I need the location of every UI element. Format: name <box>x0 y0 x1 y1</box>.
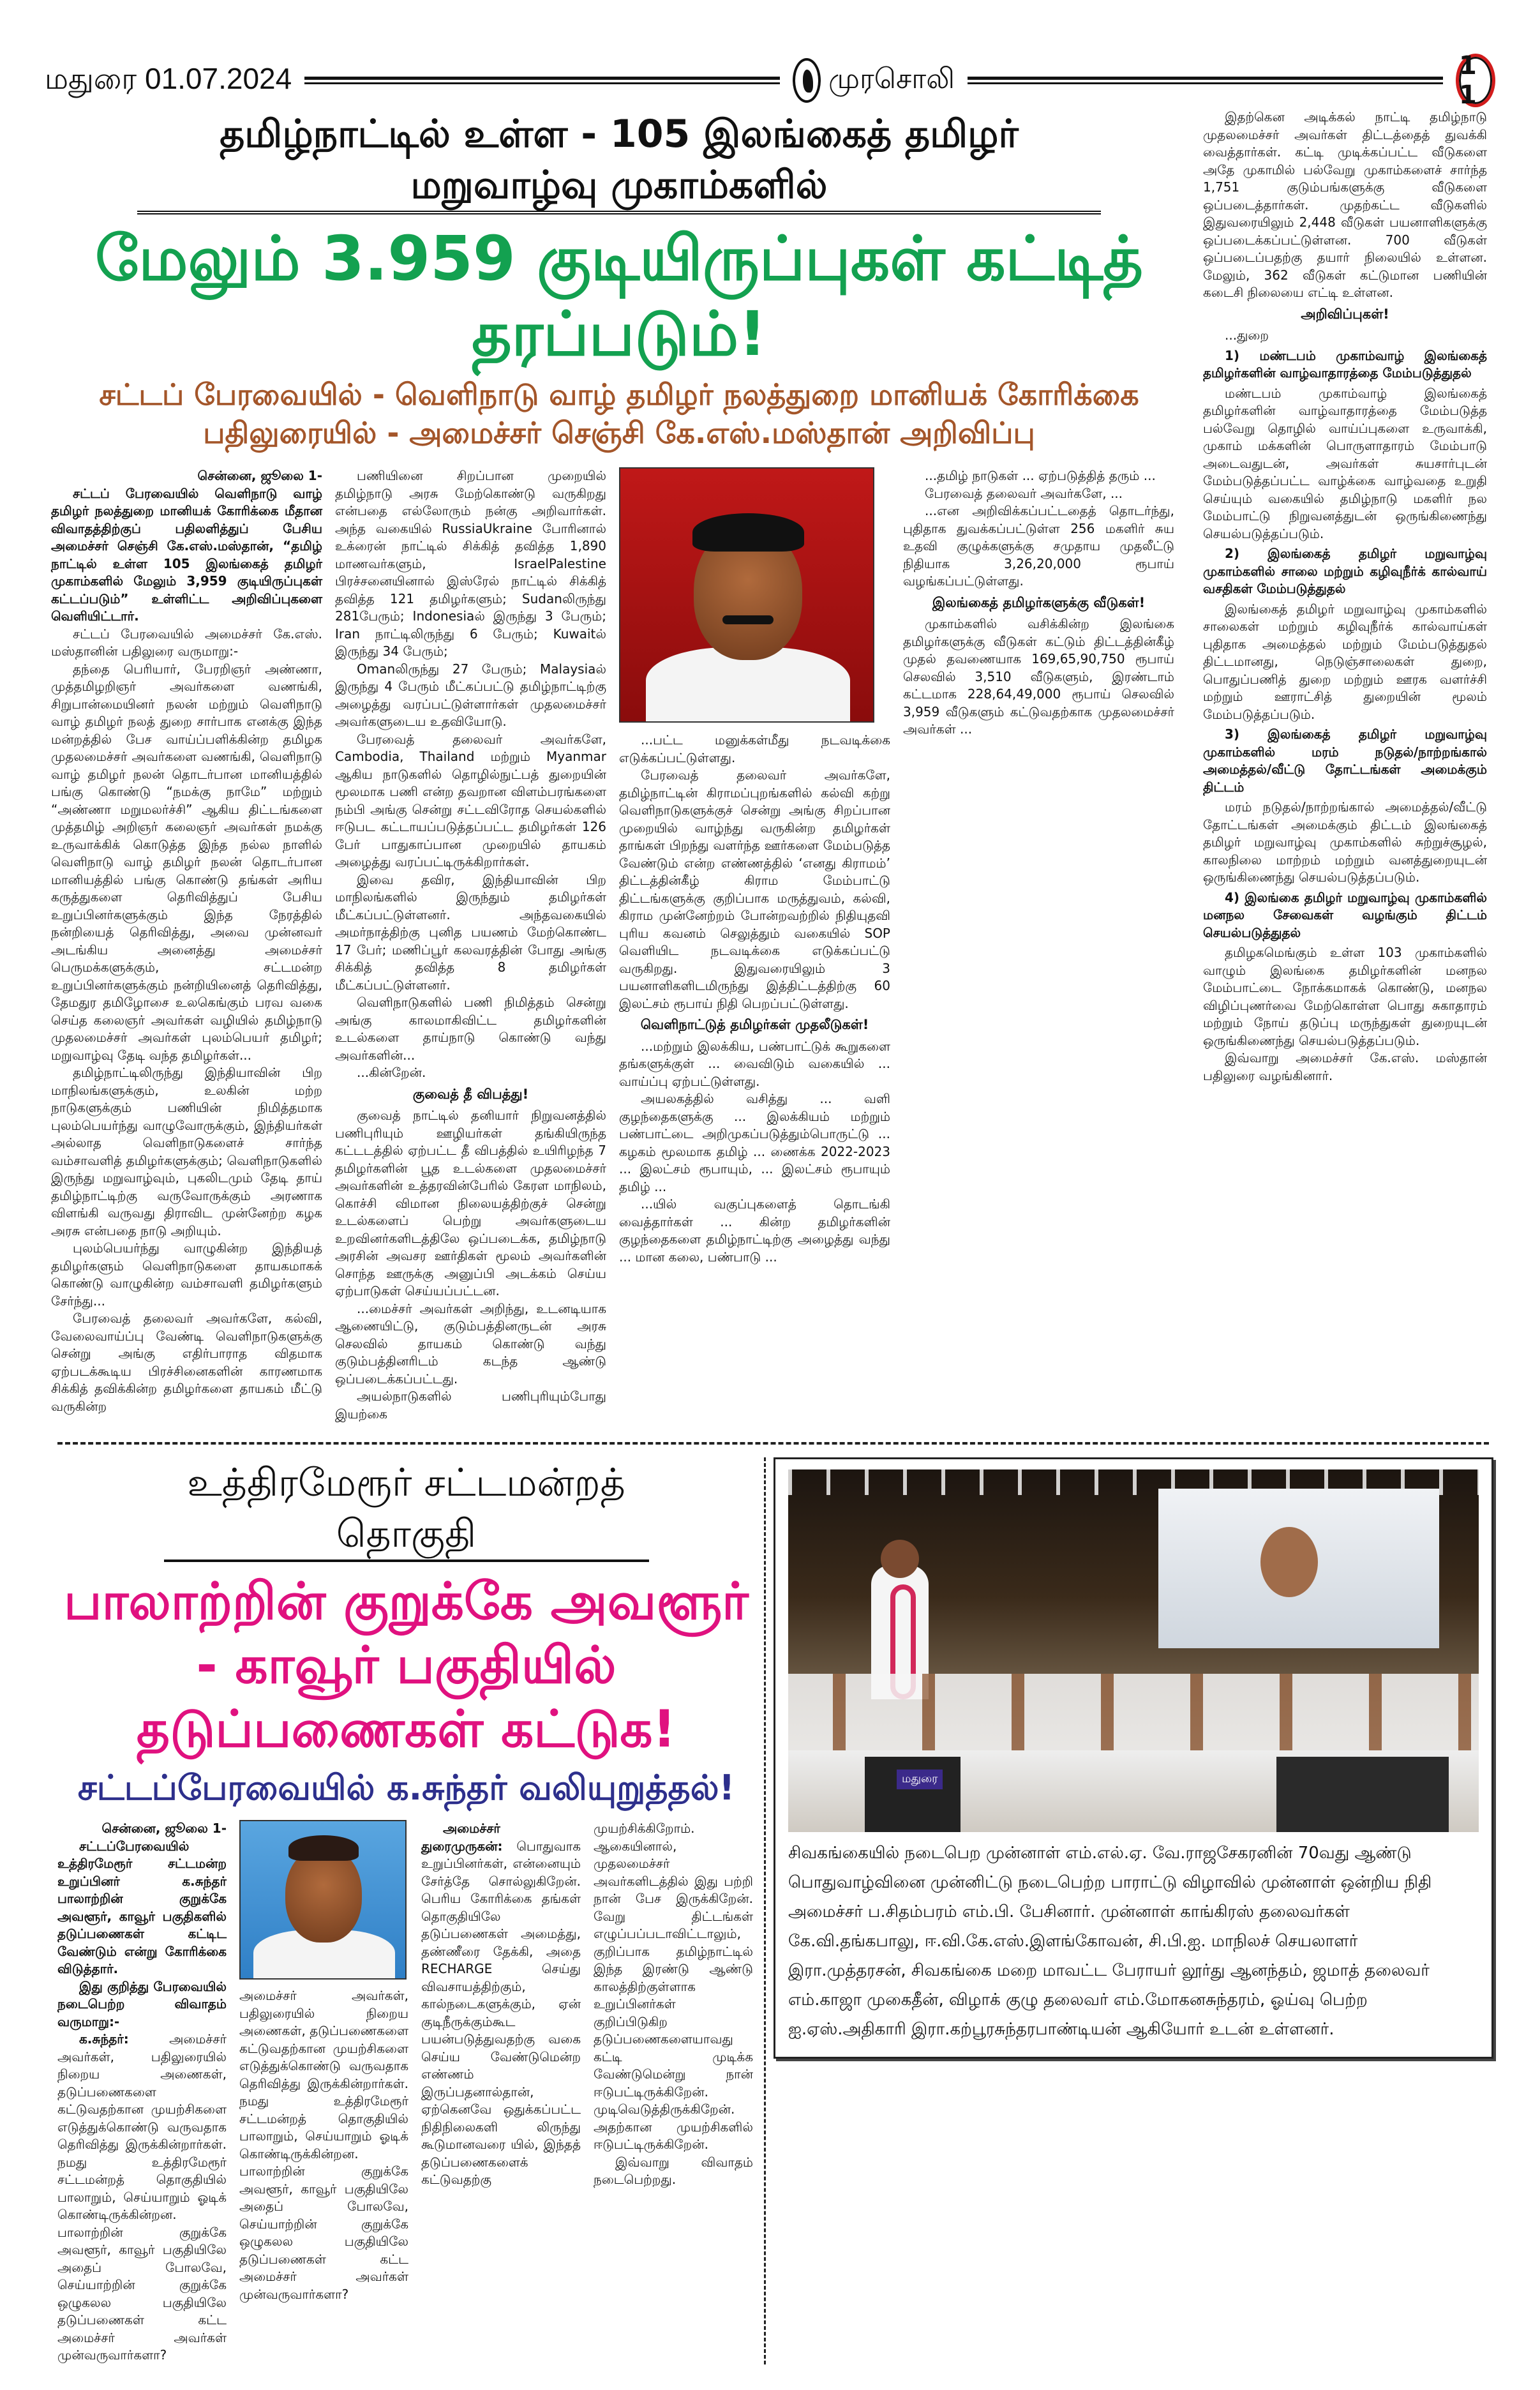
section-subhead: இலங்கைத் தமிழர்களுக்கு வீடுகள்! <box>932 594 1146 610</box>
paragraph: சட்டப் பேரவையில் அமைச்சர் கே.எஸ். மஸ்தானின் பதிலுரை வருமாறு:- <box>51 626 322 659</box>
speech-continued: அமைச்சர் அவர்கள், பதிலுரையில் நிறைய அணைகள், தடுப்பணைகளை கட்டுவதற்கான முயற்சிகளை எடுத்துக்கொண்டு வருவதாக தெரிவித்து இருக்கின்றார்கள். நமது உத்திரமேரூர் சட்டமன்றத் தொகுதியில் பாலாறும், செய்யாறும் ஓடிக் கொண்டிருக்கின்றன. பாலாற்றின் குறுக்கே அவளூர், காவூர் பகுதியிலே அதைப் போலவே, செய்யாற்றின் குறுக்கே ஒழுகலல பகுதியிலே தடுப்பணைகள் கட்ட அமைச்சர் அவர்கள் முன்வருவார்களா? <box>239 1988 408 2302</box>
paragraph: ...மற்றும் இலக்கிய, பண்பாட்டுக் கூறுகளை தங்களுக்குள் ... வைவிடும் வகையில் ... வாய்ப்பு ஏற்பட்டுள்ளது. <box>619 1038 890 1089</box>
paragraph: அயலகத்தில் வசித்து ... வளி குழந்தைகளுக்கு ... இலக்கியம் மற்றும் பண்பாட்டை அறிமுகப்படுத்தும்பொருட்டு ... கழகம் மூலமாக தமிழ் ... ணைக்க 2022-2023 ... இலட்சம் ரூபாயும், ... இலட்சம் ரூபாயும் தமிழ் ... <box>619 1091 890 1194</box>
announcement-body: தமிழகமெங்கும் உள்ள 103 முகாம்களில் வாழும் இலங்கை தமிழர்களின் மனநல மேம்பாட்டை நோக்கமாகக் கொண்டு, மனநல விழிப்புணர்வை மேற்கொள்ள பொது சுகாதாரம் மற்றும் நோய் தடுப்பு மருந்துகள் துறையுடன் ஒருங்கிணைந்து செயல்படுத்தப்படும். <box>1203 945 1487 1048</box>
section-subhead: வெளிநாட்டுத் தமிழர்கள் முதலீடுகள்! <box>640 1017 869 1032</box>
lead-subheadline: சட்டப் பேரவையில் - வெளிநாடு வாழ் தமிழர் நலத்துறை மானியக் கோரிக்கை பதிலுரையில் - அமைச்சர் செஞ்சி கே.எஸ்.மஸ்தான் அறிவிப்பு <box>99 377 1139 450</box>
announcement-title: 2) இலங்கைத் தமிழர் மறுவாழ்வு முகாம்களில் சாலை மற்றும் கழிவுநீர்க் கால்வாய் வசதிகள் மேம்படுத்துதல் <box>1203 546 1487 596</box>
paragraph: வெளிநாடுகளில் பணி நிமித்தம் சென்று அங்கு காலமாகிவிட்ட தமிழர்களின் உடல்களை தாய்நாடு கொண்டு வந்து அவர்களின்... <box>335 995 606 1063</box>
mla-portrait <box>239 1820 407 1980</box>
photo-feature-frame <box>774 1457 1493 2059</box>
lead-column-2 <box>335 467 606 1423</box>
speech: அமைச்சர் அவர்கள், பதிலுரையில் நிறைய அணைகள், தடுப்பணைகளை கட்டுவதற்கான முயற்சிகளை எடுத்துக்கொண்டு வருவதாக தெரிவித்து இருக்கின்றார்கள். நமது உத்திரமேரூர் சட்டமன்றத் தொகுதியில் பாலாறும், செய்யாறும் ஓடிக் கொண்டிருக்கின்றன. பாலாற்றின் குறுக்கே அவளூர், காவூர் பகுதியிலே அதைப் போலவே, செய்யாற்றின் குறுக்கே ஒழுகலல பகுதியிலே தடுப்பணைகள் கட்ட அமைச்சர் அவர்கள் முன்வருவார்களா? <box>57 2031 227 2363</box>
lead-paragraph: சட்டப்பேரவையில் உத்திரமேரூர் சட்டமன்ற உறுப்பினர் க.சுந்தர் பாலாற்றின் குறுக்கே அவளூர், காவூர் பகுதிகளில் தடுப்பணைகள் கட்டிட வேண்டும் என்று கோரிக்கை விடுத்தார். <box>57 1838 227 1976</box>
section-subhead: குவைத் தீ விபத்து! <box>412 1086 529 1102</box>
lead-headline: மேலும் 3.959 குடியிருப்புகள் கட்டித் தரப்படும்! <box>95 223 1143 370</box>
paragraph: அயல்நாடுகளில் பணிபுரியும்போது இயற்கை <box>335 1388 606 1422</box>
paragraph: ...பட்ட மனுக்கள்மீது நடவடிக்கை எடுக்கப்பட்டுள்ளது. <box>619 732 890 765</box>
lead-columns <box>51 467 1187 1423</box>
paragraph: பணியினை சிறப்பான முறையில் தமிழ்நாடு அரசு மேற்கொண்டு வருகிறது என்பதை எல்லோரும் நன்கு அறிவார்கள். அந்த வகையில் RussiaUkraine போரினால் உக்ரைன் நாட்டில் சிக்கித் தவித்த 1,890 மாணவர்களும், IsraelPalestine பிரச்சனையினால் இஸ்ரேல் நாட்டில் சிக்கித் தவித்த 121 தமிழர்களும்; Sudanலிருந்து 281பேரும்; Indonesiaல் இருந்து 3 பேரும்; Iran நாட்டிலிருந்து 6 பேரும்; Kuwaitல் இருந்து 34 பேரும்; <box>335 468 606 659</box>
paper-name: முரசொலி <box>828 62 955 95</box>
paragraph: தந்தை பெரியார், பேரறிஞர் அண்ணா, முத்தமிழறிஞர் அவர்களை வணங்கி, சிறுபான்மையினர் நலன் மற்றும் வெளிநாடு வாழ் தமிழர் நலத் துறை சார்பாக எனக்கு இந்த மன்றத்தில் பேச வாய்ப்பளிக்கின்ற தமிழக முதலமைச்சர் அவர்களை வணங்கி, வெளிநாடு வாழ் தமிழர் நலன் தொடர்பான மானியத்தில் பங்கு கொண்டு “நமக்கு நாமே” மற்றும் “அண்ணா மறுமலர்ச்சி” ஆகிய திட்டங்களை முத்தமிழ் அறிஞர் கலைஞர் அவர்கள் நமக்கு உருவாக்கிக் கொடுத்த இந்த நல்ல நாளில் வெளிநாடு வாழ் தமிழர் நலன் தொடர்பான மானியத்தில் பங்கு கொண்டு தங்கள் அரிய கருத்துகளை தெரிவித்துப் பேசிய உறுப்பினர்களுக்கும் இந்த நேரத்தில் நன்றியைத் தெரிவித்து, அவை முன்னவர் அடங்கிய அனைத்து அமைச்சர் பெருமக்களுக்கும், சட்டமன்ற உறுப்பினர்களுக்கும் நன்றியினைத் தெரிவித்து, தேமதுர தமிழோசை உலகெங்கும் பரவ வகை செய்த கலைஞர் அவர்கள் வழியில் தமிழ்நாடு முதலமைச்சர் அவர்கள் புலம்பெயர் தமிழர்; மறுவாழ்வு தேடி வந்த தமிழர்கள்... <box>51 661 322 1063</box>
dateline: சென்னை, ஜூலை 1- <box>101 1821 227 1836</box>
event-photo <box>788 1469 1479 1832</box>
paragraph: ...தமிழ் நாடுகள் ... ஏற்படுத்தித் தரும் ... <box>925 468 1156 483</box>
lead-story-main <box>51 109 1187 1423</box>
paragraph: தமிழ்நாட்டிலிருந்து இந்தியாவின் பிற மாநிலங்களுக்கும், உலகின் மற்ற நாடுகளுக்கும் பணியின் நிமித்தமாக புலம்பெயர்ந்து வாழுவோருக்கும், இந்தியர்கள் அல்லாத வெளிநாடுகளைச் சார்ந்த வம்சாவளித் தமிழர்களுக்கும்; வெளிநாடுகளில் இருந்து மறுவாழ்வும், புகலிடமும் தேடி தாய் தமிழ்நாட்டிற்கு வருவோருக்கும் அரணாக விளங்கி வருவது திராவிட முன்னேற்ற கழக அரசு என்பதை நாடு அறியும். <box>51 1065 322 1238</box>
speech: பொதுவாக உறுப்பினர்கள், என்னையும் சேர்த்தே சொல்லுகிறேன். பெரிய கோரிக்கை தங்கள் தொகுதியிலே தடுப்பணைகள் அமைத்து, தண்ணீரை தேக்கி, அதை RECHARGE செய்து விவசாயத்திற்கும், கால்நடைகளுக்கும், ஏன் குடிநீருக்கும்கூட பயன்படுத்துவதற்கு வகை செய்ய வேண்டுமென்ற எண்ணம் இருப்பதனால்தான், ஏற்கெனவே ஒதுக்கப்பட்ட நிதிநிலைகளி லிருந்து கூடுமானவரை யில், இந்தத் தடுப்பணைகளைக் கட்டுவதற்கு முயற்சிக்கிறோம். ஆகையினால், முதலமைச்சர் அவர்களிடத்தில் இது பற்றி நான் பேச இருக்கிறேன். வேறு திட்டங்கள் எழுப்பப்படாவிட்டாலும், குறிப்பாக தமிழ்நாட்டில் இந்த இரண்டு ஆண்டு காலத்திற்குள்ளாக உறுப்பினர்கள் குறிப்பிடுகிற தடுப்பணைகளையாவது கட்டி முடிக்க வேண்டுமென்று நான் ஈடுபட்டிருக்கிறேன். முடிவெடுத்திருக்கிறேன். அதற்கான முயற்சிகளில் ஈடுபட்டிருக்கிறேன். <box>421 1821 753 2187</box>
closing-paragraph: இவ்வாறு விவாதம் நடைபெற்றது. <box>594 2154 753 2187</box>
photo-caption: சிவகங்கையில் நடைபெற முன்னாள் எம்.எல்.ஏ. வே.ராஜசேகரனின் 70வது ஆண்டு பொதுவாழ்வினை முன்னிட்டு நடைபெற்ற பாராட்டு விழாவில் முன்னாள் ஒன்றிய நிதி அமைச்சர் ப.சிதம்பரம் எம்.பி. பேசினார். முன்னாள் காங்கிரஸ் தலைவர்கள் கே.வி.தங்கபாலு, ஈ.வி.கே.எஸ்.இளங்கோவன், சி.பி.ஐ. மாநிலச் செயலாளர் இரா.முத்தரசன், சிவகங்கை மறை மாவட்ட பேராயர் லூர்து ஆனந்தம், ஜமாத் தலைவர் எம்.காஜா முகைதீன், விழாக் குழு தலைவர் எம்.மோகனசுந்தரம், ஓய்வு பெற்ற ஐ.ஏஸ்.அதிகாரி இரா.கற்பூரசுந்தரபாண்டியன் ஆகியோர் உடன் உள்ளனர். <box>788 1844 1432 2039</box>
speaker-name: அமைச்சர் துரைமுருகன்: <box>421 1821 503 1854</box>
lead-paragraph: சட்டப் பேரவையில் வெளிநாடு வாழ் தமிழர் நலத்துறை மானியக் கோரிக்கை மீதான விவாதத்திற்குப் பதிலளித்துப் பேசிய அமைச்சர் செஞ்சி கே.எஸ்.மஸ்தான், “தமிழ் நாட்டில் உள்ள 105 இலங்கைத் தமிழர் முகாம்களில் மேலும் 3,959 குடியிருப்புகள் கட்டப்படும்” உள்ளிட்ட அறிவிப்புகளை வெளியிட்டார். <box>51 485 322 624</box>
paragraph: இவை தவிர, இந்தியாவின் பிற மாநிலங்களில் இருந்தும் தமிழர்கள் மீட்கப்பட்டுள்ளனர். அந்தவகையில் அமர்நாத்திற்கு புனித பயணம் மேற்கொண்ட 17 பேர்; மணிப்பூர் கலவரத்தின் போது அங்கு சிக்கித் தவித்த 8 தமிழர்கள் மீட்கப்பட்டுள்ளனர். <box>335 871 606 993</box>
paragraph: ...என அறிவிக்கப்பட்டதைத் தொடர்ந்து, புதிதாக துவக்கப்பட்டுள்ள 256 மகளிர் சுய உதவி குழுக்களுக்கு சமுதாய முதலீட்டு நிதியாக 3,26,20,000 ரூபாய் வழங்கப்பட்டுள்ளது. <box>903 503 1174 589</box>
lead-paragraph: இது குறித்து பேரவையில் நடைபெற்ற விவாதம் வருமாறு:- <box>57 1978 227 2029</box>
lead-column-1 <box>51 467 322 1415</box>
paragraph: குவைத் நாட்டில் தனியார் நிறுவனத்தில் பணிபுரியும் ஊழியர்கள் தங்கியிருந்த கட்டடத்தில் ஏற்பட்ட தீ விபத்தில் உயிரிழந்த 7 தமிழர்களின் பூத உடல்களை முதலமைச்சர் அவர்களின் உத்தரவின்பேரில் கேரள மாநிலம், கொச்சி விமான நிலையத்திற்குச் சென்று உடல்களைப் பெற்று அவர்களுடைய உறவினர்களிடத்திலே ஒப்படைக்க, தமிழ்நாடு அரசின் அவசர ஊர்திகள் மூலம் அவர்களின் சொந்த ஊருக்கு அனுப்பி அடக்கம் செய்ய ஏற்பாடுகள் செய்யப்பட்டன. <box>335 1108 606 1298</box>
paragraph: இதற்கென அடிக்கல் நாட்டி தமிழ்நாடு முதலமைச்சர் அவர்கள் திட்டத்தைத் துவக்கி வைத்தார்கள். கட்டி முடிக்கப்பட்ட வீடுகளை அதே முகாமில் பல்வேறு முகாம்களைச் சார்ந்த 1,751 குடும்பங்களுக்கு வீடுகளை ஒப்படைத்தார்கள். முதற்கட்ட வீடுகளில் இதுவரையிலும் 2,448 வீடுகள் பயனாளிகளுக்கு ஒப்படைக்கப்பட்டுள்ளன. 700 வீடுகள் ஒப்படைப்பதற்கு தயார் நிலையில் உள்ளன. மேலும், 362 வீடுகள் கட்டுமான பணியின் கடைசி நிலையை எட்டி உள்ளன. <box>1203 109 1487 300</box>
paragraph: பேரவைத் தலைவர் அவர்களே, தமிழ்நாட்டின் கிராமப்புறங்களில் கல்வி கற்று வெளிநாடுகளுக்குச் சென்று அங்கு சிறப்பான முறையில் வாழ்ந்து வருகின்ற தமிழர்கள் தாங்கள் பிறந்து வளர்ந்த ஊர்களை மேம்படுத்த வேண்டும் என்ற எண்ணத்தில் ‘எனது கிராமம்’ திட்டத்தின்கீழ் கிராம மேம்பாட்டு திட்டங்களுக்கு குறிப்பாக மருத்துவம், கல்வி, கிராம முன்னேற்றம் போன்றவற்றில் நிதியுதவி புரிய கவனம் செலுத்தும் வகையில் SOP வெளியிட நடவடிக்கை எடுக்கப்பட்டு வருகிறது. இதுவரையிலும் 3 பயனாளிகளிடமிருந்து இத்திட்டத்திற்கு 60 இலட்சம் ரூபாய் நிதி பெறப்பட்டுள்ளது. <box>619 767 890 1011</box>
paragraph: முகாம்களில் வசிக்கின்ற இலங்கை தமிழர்களுக்கு வீடுகள் கட்டும் திட்டத்தின்கீழ் முதல் தவணையாக 169,65,90,750 ரூபாய் செலவில் 3,510 வீடுகளும், இரண்டாம் கட்டமாக 228,64,49,000 ரூபாய் செலவில் 3,959 வீடுகளும் கட்டுவதற்காக முதலமைச்சர் அவர்கள் ... <box>903 616 1174 737</box>
minister-portrait <box>619 467 874 723</box>
bottom-section <box>0 1445 1540 2390</box>
second-columns-3-4 <box>421 1820 753 2189</box>
second-column-2 <box>239 1820 408 2303</box>
page-number: 11 <box>1456 54 1495 107</box>
paragraph: பேரவைத் தலைவர் அவர்களே, Cambodia, Thailand மற்றும் Myanmar ஆகிய நாடுகளில் தொழில்நுட்பத் துறையின் மூலமாக பணி என்ற தவறான விளம்பரங்களை நம்பி அங்கு சென்று சட்டவிரோத செயல்களில் ஈடுபட கட்டாயப்படுத்தப்பட்ட தமிழர்கள் 126 பேர் பாதுகாப்பான முறையில் தாயகம் அழைத்து வரப்பட்டிருக்கிறார்கள். <box>335 731 606 869</box>
lead-column-4 <box>903 467 1174 739</box>
announcement-title: 1) மண்டபம் முகாம்வாழ் இலங்கைத் தமிழர்களின் வாழ்வாதாரத்தை மேம்படுத்துதல் <box>1203 347 1487 380</box>
paragraph: ...கின்றேன். <box>357 1065 426 1080</box>
paragraph: ...துறை <box>1225 327 1269 343</box>
paragraph: இவ்வாறு அமைச்சர் கே.எஸ். மஸ்தான் பதிலுரை வழங்கினார். <box>1203 1050 1487 1083</box>
rising-sun-logo-icon <box>793 58 821 103</box>
announcement-body: மண்டபம் முகாம்வாழ் இலங்கைத் தமிழர்களின் வாழ்வாதாரத்தை மேம்படுத்த பல்வேறு தொழில் வாய்ப்புகளை உருவாக்கி, முகாம் மக்களின் பொருளாதாரம் மேம்பாடு அடைவதுடன், அவர்கள் சுயசார்புடன் மேம்படுத்தப்பட்ட வாழ்க்கை வாழ்வதை உறுதி செய்யும் வகையில் தமிழ்நாடு மகளிர் நல மேம்பாட்டு நிறுவனத்துடன் ஒருங்கிணைந்து செயல்படுத்தப்படும். <box>1203 385 1487 541</box>
second-kicker: உத்திரமேரூர் சட்டமன்றத் தொகுதி <box>164 1457 649 1562</box>
lead-kicker: தமிழ்நாட்டில் உள்ள - 105 இலங்கைத் தமிழர் மறுவாழ்வு முகாம்களில் <box>137 109 1101 214</box>
paragraph: ...யில் வகுப்புகளைத் தொடங்கி வைத்தார்கள் ... கின்ற தமிழர்களின் குழந்தைகளை தமிழ்நாட்டிற்கு அழைத்து வந்து ... மான கலை, பண்பாடு ... <box>619 1196 890 1265</box>
lead-story <box>0 109 1540 1423</box>
speaker-name: க.சுந்தர்: <box>79 2031 129 2047</box>
second-column-1 <box>57 1820 227 2364</box>
paragraph: பேரவைத் தலைவர் அவர்களே, கல்வி, வேலைவாய்ப்பு வேண்டி வெளிநாடுகளுக்கு சென்று அங்கு எதிர்பாராத விதமாக ஏற்படக்கூடிய பிரச்சினைகளின் காரணமாக சிக்கித் தவிக்கின்ற தமிழர்களை தாயகம் மீட்டு வருகின்ற <box>51 1311 322 1414</box>
edition-date: மதுரை 01.07.2024 <box>45 61 292 95</box>
paragraph: Omanலிருந்து 27 பேரும்; Malaysiaல் இருந்து 4 பேரும் மீட்கப்பட்டு தமிழ்நாட்டிற்கு அழைத்து வரப்பட்டுள்ளார்கள் முதலமைச்சர் அவர்களுடைய உதவியோடு. <box>335 661 606 729</box>
masthead-rule-left <box>304 77 780 84</box>
announcement-body: இலங்கைத் தமிழர் மறுவாழ்வு முகாம்களில் சாலைகள் மற்றும் கழிவுநீர்க் கால்வாய்கள் புதிதாக அமைத்தல் மற்றும் மேம்படுத்துதல் திட்டமானது, நெடுஞ்சாலைகள் துறை, பொதுப்பணித் துறை மற்றும் ஊரக வளர்ச்சி மற்றும் ஊராட்சித் துறையின் மூலம் மேம்படுத்தப்படும். <box>1203 601 1487 722</box>
lead-column-3 <box>619 467 890 1266</box>
lead-column-5 <box>1203 109 1487 1085</box>
section-subhead: அறிவிப்புகள்! <box>1301 306 1389 322</box>
announcement-body: மரம் நடுதல்/நாற்றங்கால் அமைத்தல்/வீட்டு தோட்டங்கள் அமைக்கும் திட்டம் இலங்கைத் தமிழர் மறுவாழ்வு முகாம்களில் சுற்றுச்சூழல், காலநிலை மாற்றம் மற்றும் வனத்துறையுடன் ஒருங்கிணைந்து செயல்படுத்தப்படும். <box>1203 799 1487 885</box>
dateline: சென்னை, ஜூலை 1- <box>197 468 322 483</box>
second-columns <box>57 1820 755 2364</box>
second-subheadline: சட்டப்பேரவையில் க.சுந்தர் வலியுறுத்தல்! <box>77 1768 735 1808</box>
second-headline: பாலாற்றின் குறுக்கே அவளூர் - காவூர் பகுதியில் தடுப்பணைகள் கட்டுக! <box>64 1572 749 1759</box>
paragraph: ...மைச்சர் அவர்கள் அறிந்து, உடனடியாக ஆணையிட்டு, குடும்பத்தினருடன் அரசு செலவில் தாயகம் கொண்டு வந்து குடும்பத்தினரிடம் கடந்த ஆண்டு ஒப்படைக்கப்பட்டது. <box>335 1300 606 1387</box>
paragraph: பேரவைத் தலைவர் அவர்களே, ... <box>925 485 1123 501</box>
masthead-logo <box>793 58 955 103</box>
second-story <box>57 1457 766 2364</box>
paragraph: புலம்பெயர்ந்து வாழுகின்ற இந்தியத் தமிழர்களும் வெளிநாடுகளை தாயகமாகக் கொண்டு வாழுகின்ற வம்சாவளி தமிழர்களும் சேர்ந்து... <box>51 1240 322 1309</box>
stage-brand-label: மதுரை <box>897 1770 943 1789</box>
announcement-title: 4) இலங்கை தமிழர் மறுவாழ்வு முகாம்களில் மனநல சேவைகள் வழங்கும் திட்டம் செயல்படுத்துதல் <box>1203 889 1487 940</box>
masthead <box>0 0 1540 109</box>
announcement-title: 3) இலங்கைத் தமிழர் மறுவாழ்வு முகாம்களில் மரம் நடுதல்/நாற்றங்கால் அமைத்தல்/வீட்டு தோட்டங்கள் அமைக்கும் திட்டம் <box>1203 726 1487 795</box>
masthead-rule-right <box>968 77 1443 84</box>
